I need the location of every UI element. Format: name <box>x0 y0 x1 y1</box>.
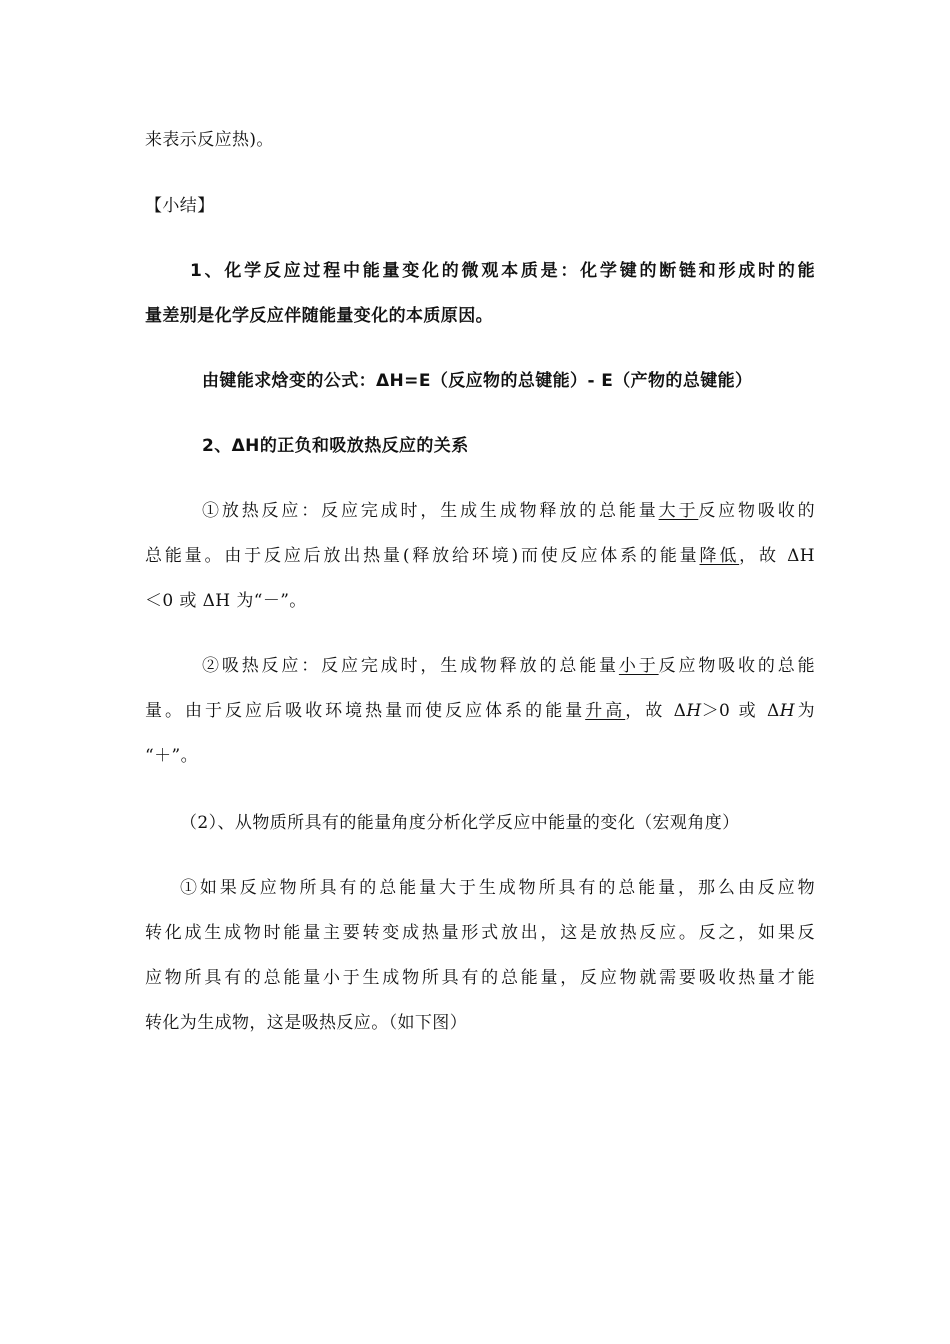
summary-point-1-line-2: 量差别是化学反应伴随能量变化的本质原因。 <box>145 306 493 326</box>
summary-point-2-heading: 2、ΔH的正负和吸放热反应的关系 <box>202 436 469 456</box>
exothermic-text-b: 反应物吸收的 <box>698 501 815 521</box>
macro-paragraph-line-4: 转化为生成物，这是吸热反应。（如下图） <box>145 1013 468 1033</box>
endothermic-text-a: ②吸热反应：反应完成时，生成物释放的总能量 <box>202 656 619 676</box>
section-heading-summary: 【小结】 <box>145 196 215 216</box>
text-line-reaction-heat: 来表示反应热)。 <box>145 130 274 150</box>
endothermic-line-1 <box>202 654 815 678</box>
endothermic-text-c: 量。由于反应后吸收环境热量而使反应体系的能量 <box>145 701 586 721</box>
endothermic-text-d: ，故 Δ <box>625 701 687 721</box>
endothermic-h-symbol-2: H <box>779 701 795 721</box>
endothermic-h-symbol-1: H <box>686 701 702 721</box>
bond-energy-formula: 由键能求焓变的公式：ΔH=E（反应物的总键能）- E（产物的总键能） <box>202 371 753 391</box>
endothermic-text-f: 为 <box>794 701 815 721</box>
exothermic-line-1 <box>202 499 815 523</box>
endothermic-underline-less: 小于 <box>618 656 659 676</box>
endothermic-text-e: ＞0 或 Δ <box>701 701 780 721</box>
summary-point-1-line-1: 1、化学反应过程中能量变化的微观本质是：化学键的断链和形成时的能 <box>190 261 815 281</box>
exothermic-underline-lower: 降低 <box>699 546 740 566</box>
exothermic-text-c: 总能量。由于反应后放出热量(释放给环境)而使反应体系的能量 <box>145 546 700 566</box>
endothermic-underline-higher: 升高 <box>585 701 626 721</box>
exothermic-text-a: ①放热反应：反应完成时，生成生成物释放的总能量 <box>202 501 659 521</box>
exothermic-underline-greater: 大于 <box>658 501 699 521</box>
macro-paragraph-line-1: ①如果反应物所具有的总能量大于生成物所具有的总能量，那么由反应物 <box>180 878 815 898</box>
macro-paragraph-line-3: 应物所具有的总能量小于生成物所具有的总能量，反应物就需要吸收热量才能 <box>145 968 815 988</box>
exothermic-line-3: ＜0 或 ΔH 为“－”。 <box>145 591 307 611</box>
exothermic-text-d: ，故 ΔH <box>739 546 815 566</box>
endothermic-text-b: 反应物吸收的总能 <box>658 656 815 676</box>
endothermic-line-2 <box>145 699 815 723</box>
section-2-heading: （2）、从物质所具有的能量角度分析化学反应中能量的变化（宏观角度） <box>180 813 740 833</box>
macro-paragraph-line-2: 转化成生成物时能量主要转变成热量形式放出，这是放热反应。反之，如果反 <box>145 923 815 943</box>
exothermic-line-2 <box>145 544 815 568</box>
endothermic-line-3: “＋”。 <box>145 746 198 766</box>
